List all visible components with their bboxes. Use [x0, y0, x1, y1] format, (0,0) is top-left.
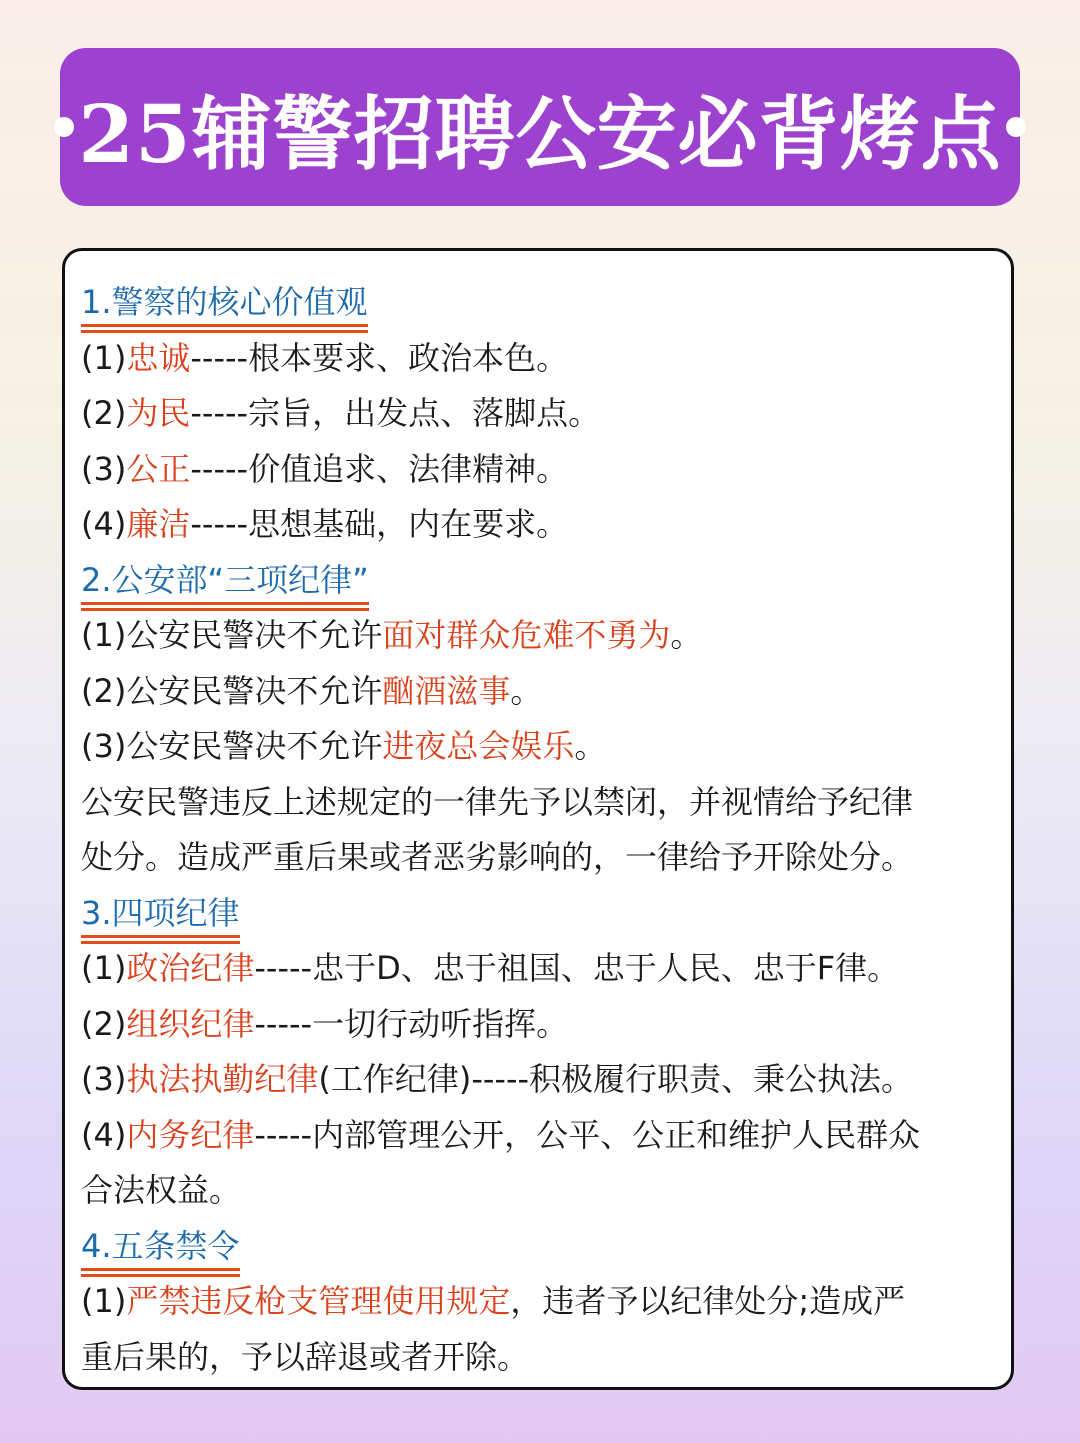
title-banner — [60, 48, 1020, 206]
left-bullet-dot — [54, 117, 74, 137]
list-item: (3)公正-----价值追求、法律精神。 — [81, 449, 569, 488]
list-item: (2)组织纪律-----一切行动听指挥。 — [81, 1004, 569, 1043]
list-item: (2)为民-----宗旨，出发点、落脚点。 — [81, 394, 601, 432]
page-title: 25辅警招聘公安必背烤点 — [78, 86, 1002, 181]
right-bullet-dot — [1006, 117, 1026, 137]
paragraph-line: 公安民警违反上述规定的一律先予以禁闭，并视情给予纪律 — [81, 782, 914, 821]
list-item: (3)公安民警决不允许进夜总会娱乐。 — [81, 727, 607, 765]
list-item: (1)公安民警决不允许面对群众危难不勇为。 — [81, 616, 703, 654]
list-item: (1)严禁违反枪支管理使用规定，违者予以纪律处分;造成严 — [81, 1282, 906, 1320]
list-item: (2)公安民警决不允许酗酒滋事。 — [81, 671, 543, 710]
section-heading: 3.四项纪律 — [81, 886, 995, 942]
section-heading: 4.五条禁令 — [81, 1219, 995, 1275]
list-item: (4)廉洁-----思想基础，内在要求。 — [81, 505, 569, 543]
list-item: (3)执法执勤纪律(工作纪律)-----积极履行职责、秉公执法。 — [81, 1060, 914, 1098]
paragraph-line: 处分。造成严重后果或者恶劣影响的，一律给予开除处分。 — [81, 838, 914, 876]
section-heading: 1.警察的核心价值观 — [81, 275, 995, 331]
list-item: (1)忠诚-----根本要求、政治本色。 — [81, 338, 569, 377]
list-item-continuation: 合法权益。 — [81, 1171, 242, 1209]
list-item-continuation: 重后果的，予以辞退或者开除。 — [81, 1337, 530, 1376]
content-card — [62, 248, 1014, 1390]
list-item: (1)政治纪律-----忠于D、忠于祖国、忠于人民、忠于F律。 — [81, 949, 900, 987]
list-item: (4)内务纪律-----内部管理公开，公平、公正和维护人民群众 — [81, 1115, 921, 1154]
section-heading: 2.公安部“三项纪律” — [81, 553, 995, 609]
